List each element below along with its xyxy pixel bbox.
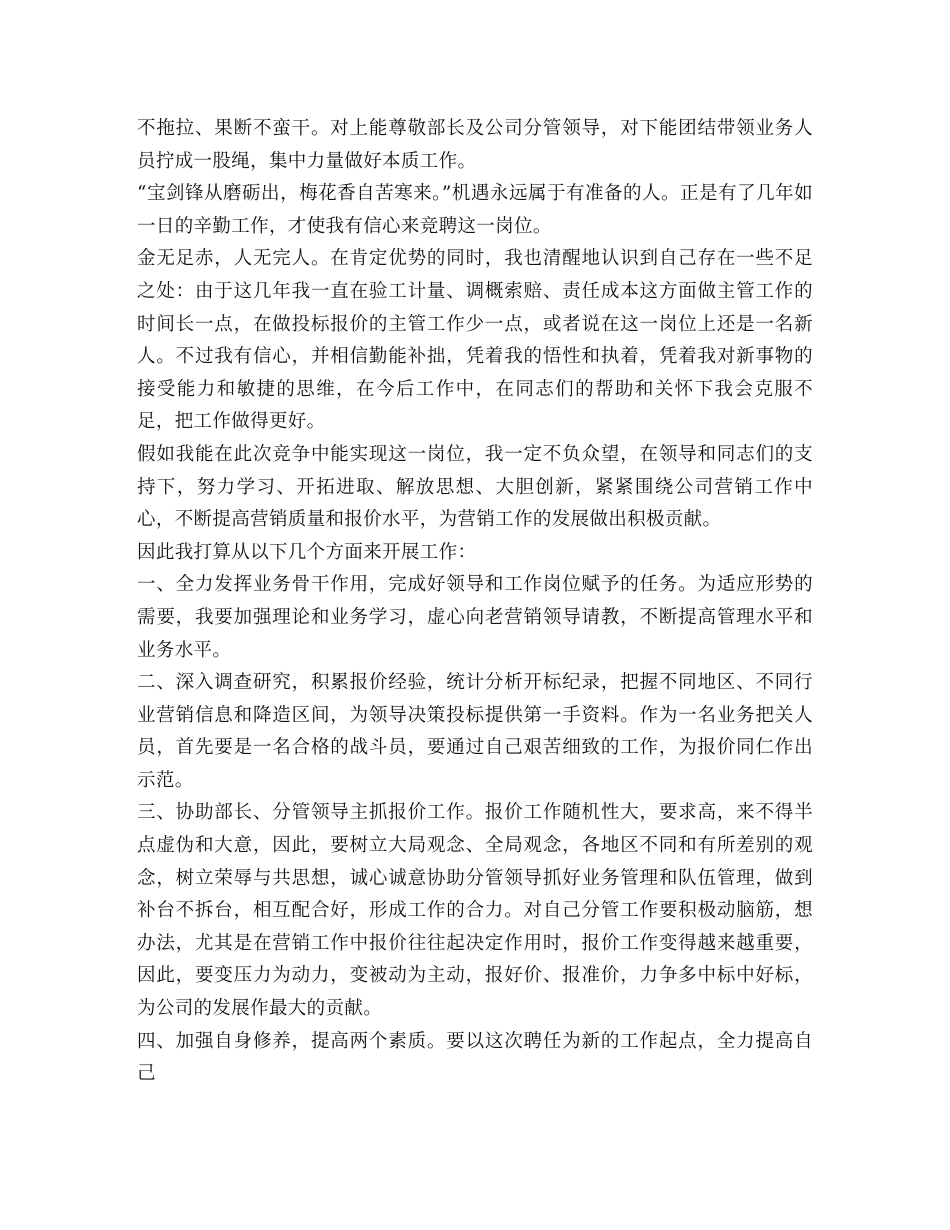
paragraph-2: “宝剑锋从磨砺出，梅花香自苦寒来。”机遇永远属于有准备的人。正是有了几年如一日的辛勤工作，才使我有信心来竞聘这一岗位。 [137,183,813,237]
paragraph-6: 一、全力发挥业务骨干作用，完成好领导和工作岗位赋予的任务。为适应形势的需要，我要加强理论和业务学习，虚心向老营销领导请教，不断提高管理水平和业务水平。 [137,574,813,661]
paragraph-7: 二、深入调查研究，积累报价经验，统计分析开标纪录，把握不同地区、不同行业营销信息和降造区间，为领导决策投标提供第一手资料。作为一名业务把关人员，首先要是一名合格的战斗员，要通过自己艰苦细致的工作，为报价同仁作出示范。 [137,672,813,791]
document-body [137,113,813,1091]
paragraph-5: 因此我打算从以下几个方面来开展工作： [137,541,477,563]
paragraph-8: 三、协助部长、分管领导主抓报价工作。报价工作随机性大，要求高，来不得半点虚伪和大意，因此，要树立大局观念、全局观念，各地区不同和有所差别的观念，树立荣辱与共思想，诚心诚意协助分管领导抓好业务管理和队伍管理，做到补台不拆台，相互配合好，形成工作的合力。对自己分管工作要积极动脑筋，想办法，尤其是在营销工作中报价往往起决定作用时，报价工作变得越来越重要，因此，要变压力为动力，变被动为主动，报好价、报准价，力争多中标中好标，为公司的发展作最大的贡献。 [137,802,813,1020]
paragraph-4: 假如我能在此次竞争中能实现这一岗位，我一定不负众望，在领导和同志们的支持下，努力学习、开拓进取、解放思想、大胆创新，紧紧围绕公司营销工作中心，不断提高营销质量和报价水平，为营销工作的发展做出积极贡献。 [137,443,813,531]
paragraph-9: 四、加强自身修养，提高两个素质。要以这次聘任为新的工作起点，全力提高自己 [137,1030,813,1085]
paragraph-1: 不拖拉、果断不蛮干。对上能尊敬部长及公司分管领导，对下能团结带领业务人员拧成一股绳，集中力量做好本质工作。 [137,118,813,172]
paragraph-3: 金无足赤，人无完人。在肯定优势的同时，我也清醒地认识到自己存在一些不足之处：由于这几年我一直在验工计量、调概索赔、责任成本这方面做主管工作的时间长一点，在做投标报价的主管工作少一点，或者说在这一岗位上还是一名新人。不过我有信心，并相信勤能补拙，凭着我的悟性和执着，凭着我对新事物的接受能力和敏捷的思维，在今后工作中，在同志们的帮助和关怀下我会克服不足，把工作做得更好。 [137,248,813,433]
